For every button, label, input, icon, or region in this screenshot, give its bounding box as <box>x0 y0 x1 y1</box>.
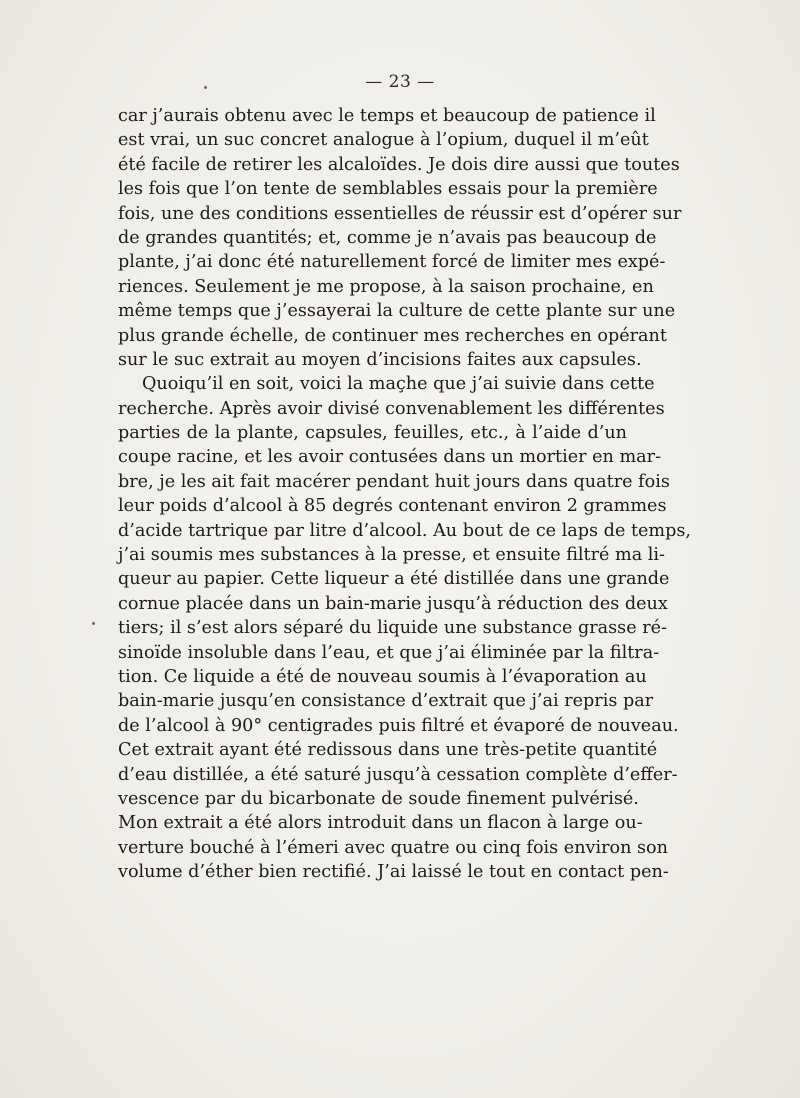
text-line: j’ai soumis mes substances à la presse, et ensuite filtré ma li- <box>118 545 666 566</box>
text-line: parties de la plante, capsules, feuilles, etc., à l’aide d’un <box>118 423 627 444</box>
text-line: recherche. Après avoir divisé convenablement les différentes <box>118 398 665 419</box>
text-line: sur le suc extrait au moyen d’incisions faites aux capsules. <box>118 349 642 370</box>
text-line: fois, une des conditions essentielles de réussir est d’opérer sur <box>118 203 682 224</box>
text-line: verture bouché à l’émeri avec quatre ou cinq fois environ son <box>118 837 668 858</box>
text-line: vescence par du bicarbonate de soude finement pulvérisé. <box>118 788 639 809</box>
text-line: est vrai, un suc concret analogue à l’opium, duquel il m’eût <box>118 130 649 151</box>
text-line: tion. Ce liquide a été de nouveau soumis à l’évaporation au <box>118 666 647 687</box>
text-line: Quoiqu’il en soit, voici la maçhe que j’ai suivie dans cette <box>142 374 655 395</box>
text-line: Cet extrait ayant été redissous dans une très-petite quantité <box>118 740 658 761</box>
text-line: leur poids d’alcool à 85 degrés contenant environ 2 grammes <box>118 496 667 517</box>
text-line: queur au papier. Cette liqueur a été distillée dans une grande <box>118 569 670 590</box>
ink-speck <box>92 622 95 625</box>
text-line: volume d’éther bien rectifié. J’ai laissé le tout en contact pen- <box>118 862 669 883</box>
text-line: de grandes quantités; et, comme je n’avais pas beaucoup de <box>118 227 657 248</box>
page-number: — 23 — <box>365 72 435 92</box>
text-line: bain-marie jusqu’en consistance d’extrait que j’ai repris par <box>118 691 654 712</box>
body-text <box>118 104 691 885</box>
paragraph <box>118 372 691 884</box>
text-line: cornue placée dans un bain-marie jusqu’à réduction des deux <box>118 593 668 614</box>
text-line: même temps que j’essayerai la culture de cette plante sur une <box>118 301 676 322</box>
text-line: coupe racine, et les avoir contusées dans un mortier en mar- <box>118 447 662 468</box>
text-line: Mon extrait a été alors introduit dans un flacon à large ou- <box>118 813 643 834</box>
text-line: les fois que l’on tente de semblables essais pour la première <box>118 179 658 200</box>
text-line: été facile de retirer les alcaloïdes. Je dois dire aussi que toutes <box>118 154 680 175</box>
text-line: riences. Seulement je me propose, à la saison prochaine, en <box>118 276 654 297</box>
text-line: de l’alcool à 90° centigrades puis filtré et évaporé de nouveau. <box>118 715 679 736</box>
text-line: bre, je les ait fait macérer pendant huit jours dans quatre fois <box>118 471 670 492</box>
text-line: car j’aurais obtenu avec le temps et beaucoup de patience il <box>118 106 656 126</box>
text-line: plus grande échelle, de continuer mes recherches en opérant <box>118 325 667 346</box>
text-line: d’eau distillée, a été saturé jusqu’à cessation complète d’effer- <box>118 764 678 785</box>
text-line: tiers; il s’est alors séparé du liquide une substance grasse ré- <box>118 618 667 639</box>
text-line: plante, j’ai donc été naturellement forcé de limiter mes expé- <box>118 252 666 273</box>
text-line: d’acide tartrique par litre d’alcool. Au bout de ce laps de temps, <box>118 520 691 541</box>
text-line: sinoïde insoluble dans l’eau, et que j’ai éliminée par la filtra- <box>118 642 660 663</box>
paragraph <box>118 104 682 372</box>
